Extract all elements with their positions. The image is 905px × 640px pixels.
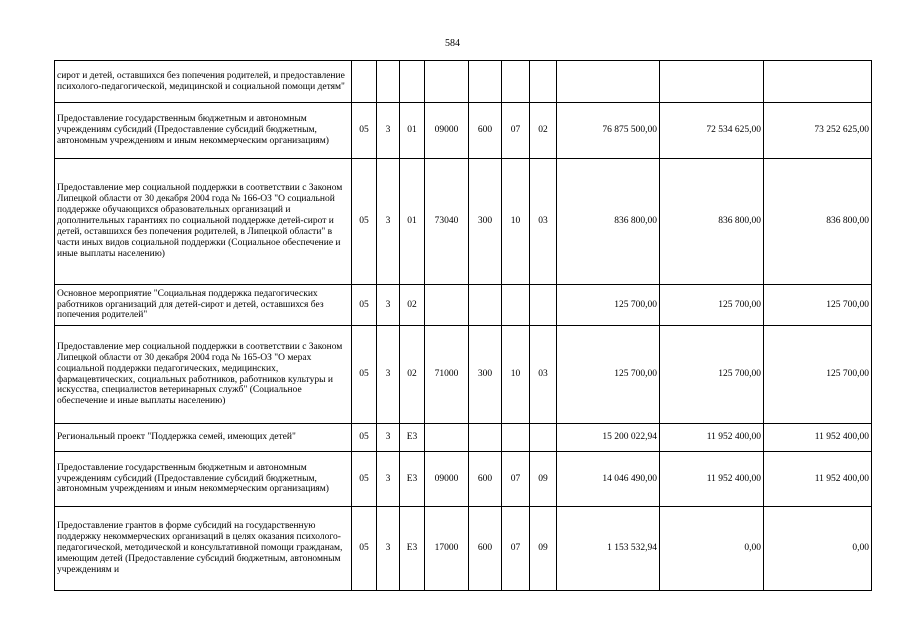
- cell-amount-3: 125 700,00: [764, 326, 872, 424]
- cell-amount-2: 72 534 625,00: [660, 103, 764, 159]
- table-row: [55, 159, 872, 285]
- cell-subprogram: 3: [377, 285, 400, 326]
- row-description: сирот и детей, оставшихся без попечения родителей, и предоставление психолого-педагогической, медицинской и социальной помощи детям": [55, 61, 352, 103]
- cell-subsection: [530, 424, 557, 452]
- cell-expense-type: 600: [469, 507, 502, 591]
- cell-program: 05: [352, 452, 377, 507]
- cell-activity: 01: [400, 159, 425, 285]
- cell-amount-1: 836 800,00: [557, 159, 660, 285]
- cell-direction: [425, 61, 469, 103]
- row-description: Основное мероприятие "Социальная поддержка педагогических работников организаций для детей-сирот и детей, оставшихся без попечения родителей": [55, 285, 352, 326]
- cell-section: [502, 424, 530, 452]
- row-description: Предоставление мер социальной поддержки в соответствии с Законом Липецкой области от 30 декабря 2004 года № 166-ОЗ "О социальной поддержке обучающихся образовательных организаций и дополнительных гарантиях по социальной поддержке детей-сирот и детей, оставшихся без попечения родителей, в Липецкой области" в части иных видов социальной поддержки (Социальное обеспечение и иные выплаты населению): [55, 159, 352, 285]
- cell-amount-1: 125 700,00: [557, 285, 660, 326]
- budget-table: [54, 60, 872, 591]
- cell-direction: 17000: [425, 507, 469, 591]
- cell-activity: Е3: [400, 424, 425, 452]
- cell-activity: Е3: [400, 452, 425, 507]
- cell-amount-3: 836 800,00: [764, 159, 872, 285]
- table-row: [55, 424, 872, 452]
- budget-table-body: [55, 61, 872, 591]
- cell-direction: [425, 285, 469, 326]
- cell-subprogram: 3: [377, 103, 400, 159]
- cell-direction: 09000: [425, 452, 469, 507]
- row-description: Предоставление государственным бюджетным и автономным учреждениям субсидий (Предоставление субсидий бюджетным, автономным учреждениям и иным некоммерческим организациям): [55, 103, 352, 159]
- cell-subprogram: 3: [377, 452, 400, 507]
- cell-subsection: [530, 61, 557, 103]
- cell-direction: [425, 424, 469, 452]
- cell-subsection: 03: [530, 326, 557, 424]
- cell-subsection: [530, 285, 557, 326]
- table-row: [55, 326, 872, 424]
- page-number: 584: [445, 38, 460, 49]
- cell-amount-2: [660, 61, 764, 103]
- cell-program: 05: [352, 103, 377, 159]
- cell-amount-1: 1 153 532,94: [557, 507, 660, 591]
- cell-amount-2: 125 700,00: [660, 326, 764, 424]
- cell-amount-1: 76 875 500,00: [557, 103, 660, 159]
- table-row: [55, 285, 872, 326]
- cell-activity: 01: [400, 103, 425, 159]
- cell-program: 05: [352, 285, 377, 326]
- cell-amount-3: 11 952 400,00: [764, 452, 872, 507]
- cell-section: 07: [502, 507, 530, 591]
- cell-amount-3: 73 252 625,00: [764, 103, 872, 159]
- cell-amount-2: 125 700,00: [660, 285, 764, 326]
- cell-subsection: 09: [530, 507, 557, 591]
- cell-amount-1: 15 200 022,94: [557, 424, 660, 452]
- cell-section: [502, 61, 530, 103]
- table-row: [55, 507, 872, 591]
- cell-section: 10: [502, 326, 530, 424]
- cell-amount-1: 125 700,00: [557, 326, 660, 424]
- cell-program: 05: [352, 326, 377, 424]
- cell-subprogram: 3: [377, 159, 400, 285]
- cell-program: 05: [352, 507, 377, 591]
- row-description: Региональный проект "Поддержка семей, имеющих детей": [55, 424, 352, 452]
- row-description: Предоставление мер социальной поддержки в соответствии с Законом Липецкой области от 30 декабря 2004 года № 165-ОЗ "О мерах социальной поддержки педагогических, медицинских, фармацевтических, социальных работников, работников культуры и искусства, специалистов ветеринарных служб" (Социальное обеспечение и иные выплаты населению): [55, 326, 352, 424]
- cell-amount-3: [764, 61, 872, 103]
- cell-subsection: 02: [530, 103, 557, 159]
- cell-section: 07: [502, 452, 530, 507]
- cell-subprogram: [377, 61, 400, 103]
- cell-subprogram: 3: [377, 326, 400, 424]
- cell-program: 05: [352, 424, 377, 452]
- row-description: Предоставление грантов в форме субсидий на государственную поддержку некоммерческих организаций в целях оказания психолого-педагогической, методической и консультативной помощи гражданам, имеющим детей (Предоставление субсидий бюджетным, автономным учреждениям и: [55, 507, 352, 591]
- cell-expense-type: [469, 61, 502, 103]
- cell-expense-type: 300: [469, 326, 502, 424]
- cell-amount-2: 0,00: [660, 507, 764, 591]
- cell-section: [502, 285, 530, 326]
- cell-activity: 02: [400, 326, 425, 424]
- cell-activity: Е3: [400, 507, 425, 591]
- cell-amount-2: 836 800,00: [660, 159, 764, 285]
- cell-subsection: 09: [530, 452, 557, 507]
- cell-direction: 73040: [425, 159, 469, 285]
- cell-amount-3: 0,00: [764, 507, 872, 591]
- cell-expense-type: [469, 285, 502, 326]
- row-description: Предоставление государственным бюджетным и автономным учреждениям субсидий (Предоставление субсидий бюджетным, автономным учреждениям и иным некоммерческим организациям): [55, 452, 352, 507]
- cell-activity: 02: [400, 285, 425, 326]
- cell-amount-1: [557, 61, 660, 103]
- cell-subsection: 03: [530, 159, 557, 285]
- cell-direction: 71000: [425, 326, 469, 424]
- cell-program: [352, 61, 377, 103]
- cell-section: 10: [502, 159, 530, 285]
- cell-direction: 09000: [425, 103, 469, 159]
- cell-program: 05: [352, 159, 377, 285]
- table-row: [55, 61, 872, 103]
- cell-section: 07: [502, 103, 530, 159]
- table-row: [55, 452, 872, 507]
- cell-amount-2: 11 952 400,00: [660, 452, 764, 507]
- cell-expense-type: 300: [469, 159, 502, 285]
- cell-amount-2: 11 952 400,00: [660, 424, 764, 452]
- cell-expense-type: [469, 424, 502, 452]
- cell-expense-type: 600: [469, 452, 502, 507]
- cell-subprogram: 3: [377, 507, 400, 591]
- cell-amount-3: 125 700,00: [764, 285, 872, 326]
- cell-amount-3: 11 952 400,00: [764, 424, 872, 452]
- cell-subprogram: 3: [377, 424, 400, 452]
- cell-activity: [400, 61, 425, 103]
- cell-expense-type: 600: [469, 103, 502, 159]
- cell-amount-1: 14 046 490,00: [557, 452, 660, 507]
- table-row: [55, 103, 872, 159]
